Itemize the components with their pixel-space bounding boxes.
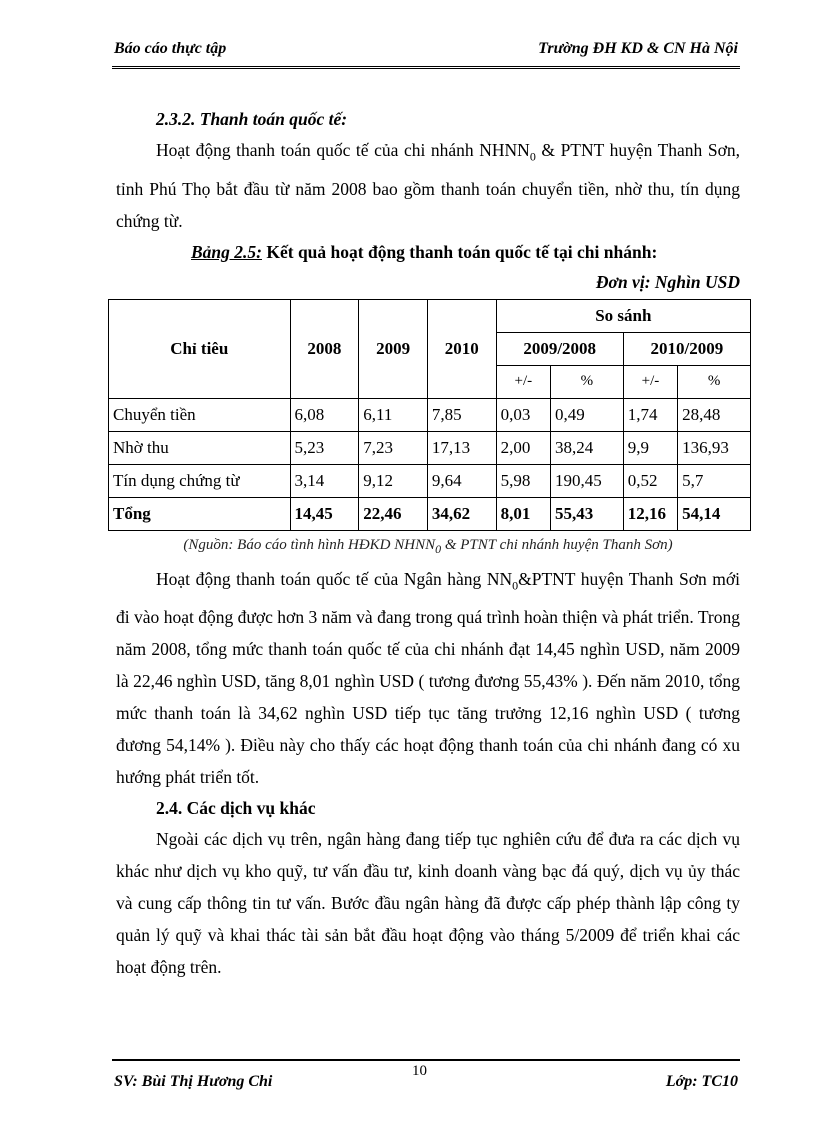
table-cell: 9,9 <box>623 431 677 464</box>
page-header <box>112 38 740 69</box>
table-cell: 3,14 <box>290 464 359 497</box>
col-header-period: 2010/2009 <box>623 332 750 365</box>
table-cell: 190,45 <box>550 464 623 497</box>
table-source-note: (Nguồn: Báo cáo tình hình HĐKD $NHNN_0$ & PTNT chi nhánh huyện Thanh Sơn) <box>183 536 673 556</box>
table-cell: 6,08 <box>290 398 359 431</box>
table-caption-text: Kết quả hoạt động thanh toán quốc tế tại chi nhánh: <box>261 241 658 262</box>
table-cell: 5,23 <box>290 431 359 464</box>
table-cell: 6,11 <box>359 398 428 431</box>
other-services-paragraph: Ngoài các dịch vụ trên, ngân hàng đang tiếp tục nghiên cứu để đưa ra các dịch vụ khác như dịch vụ kho quỹ, tư vấn đầu tư, kinh doanh vàng bạc đá quý, dịch vụ ủy thác và cung cấp thông tin tư vấn. Bước đầu ngân hàng đã được cấp phép thành lập công ty quản lý quỹ và khai thác tài sản bắt đầu hoạt động vào tháng 5/2009 để triển khai các hoạt động trên. <box>116 829 740 977</box>
table-cell: 22,46 <box>359 497 428 530</box>
header-university: Trường ĐH KD & CN Hà Nội <box>538 40 738 57</box>
analysis-paragraph: Hoạt động thanh toán quốc tế của Ngân hàng $NN_0\&PTNT$ huyện Thanh Sơn mới đi vào hoạt động được hơn 3 năm và đang trong quá trình hoàn thiện và phát triển. Trong năm 2008, tổng mức thanh toán quốc tế của chi nhánh đạt 14,45 nghìn USD, năm 2009 là 22,46 nghìn USD, tăng 8,01 nghìn USD ( tương đương 55,43% ). Đến năm 2010, tổng mức thanh toán là 34,62 nghìn USD tiếp tục tăng trưởng 12,16 nghìn USD ( tương đương 54,14% ). Điều này cho thấy các hoạt động thanh toán của chi nhánh đang có xu hướng phát triển tốt. <box>116 568 741 787</box>
table-row <box>109 431 751 464</box>
table-cell: 38,24 <box>550 431 623 464</box>
row-label: Chuyển tiền <box>109 398 291 431</box>
table-row-total <box>109 497 751 530</box>
intro-paragraph: Hoạt động thanh toán quốc tế của chi nhánh $NHNN_0$ & PTNT huyện Thanh Sơn, tỉnh Phú Thọ bắt đầu từ năm 2008 bao gồm thanh toán chuyển tiền, nhờ thu, tín dụng chứng từ. <box>116 140 740 231</box>
footer-class: Lớp: TC10 <box>665 1073 738 1090</box>
section-heading-international-payment: 2.3.2. Thanh toán quốc tế: <box>156 109 348 129</box>
col-subheader: +/- <box>623 365 677 398</box>
row-label: Nhờ thu <box>109 431 291 464</box>
col-subheader: +/- <box>496 365 550 398</box>
table-cell: 9,64 <box>427 464 496 497</box>
col-header-year: 2010 <box>427 299 496 398</box>
table-row <box>109 464 751 497</box>
table-cell: 5,7 <box>678 464 751 497</box>
page-footer <box>112 1059 740 1097</box>
table-cell: 136,93 <box>678 431 751 464</box>
table-cell: 14,45 <box>290 497 359 530</box>
table-cell: 17,13 <box>427 431 496 464</box>
table-cell: 1,74 <box>623 398 677 431</box>
col-subheader: % <box>550 365 623 398</box>
table-cell: 28,48 <box>678 398 751 431</box>
table-cell: 2,00 <box>496 431 550 464</box>
col-subheader: % <box>678 365 751 398</box>
table-row <box>109 398 751 431</box>
col-header-period: 2009/2008 <box>496 332 623 365</box>
table-cell: 5,98 <box>496 464 550 497</box>
page-number: 10 <box>412 1063 427 1079</box>
col-header-year: 2008 <box>290 299 359 398</box>
col-header-year: 2009 <box>359 299 428 398</box>
table-cell: 0,52 <box>623 464 677 497</box>
table-cell: 34,62 <box>427 497 496 530</box>
page-content <box>113 104 741 983</box>
table-cell: 0,49 <box>550 398 623 431</box>
section-heading-other-services: 2.4. Các dịch vụ khác <box>156 798 316 818</box>
col-header-indicator: Chỉ tiêu <box>109 299 291 398</box>
table-cell: 7,85 <box>427 398 496 431</box>
table-caption-label: Bảng 2.5: <box>191 241 262 262</box>
table-cell: 7,23 <box>359 431 428 464</box>
row-label-total: Tổng <box>109 497 291 530</box>
header-report-title: Báo cáo thực tập <box>114 40 227 57</box>
table-cell: 0,03 <box>496 398 550 431</box>
col-header-compare: So sánh <box>496 299 750 332</box>
table-cell: 12,16 <box>623 497 677 530</box>
table-cell: 8,01 <box>496 497 550 530</box>
table-unit: Đơn vị: Nghìn USD <box>595 271 740 292</box>
row-label: Tín dụng chứng từ <box>109 464 291 497</box>
payment-results-table <box>108 299 751 531</box>
table-cell: 55,43 <box>550 497 623 530</box>
footer-student: SV: Bùi Thị Hương Chi <box>114 1073 273 1090</box>
table-caption <box>116 239 740 265</box>
table-cell: 54,14 <box>678 497 751 530</box>
table-cell: 9,12 <box>359 464 428 497</box>
